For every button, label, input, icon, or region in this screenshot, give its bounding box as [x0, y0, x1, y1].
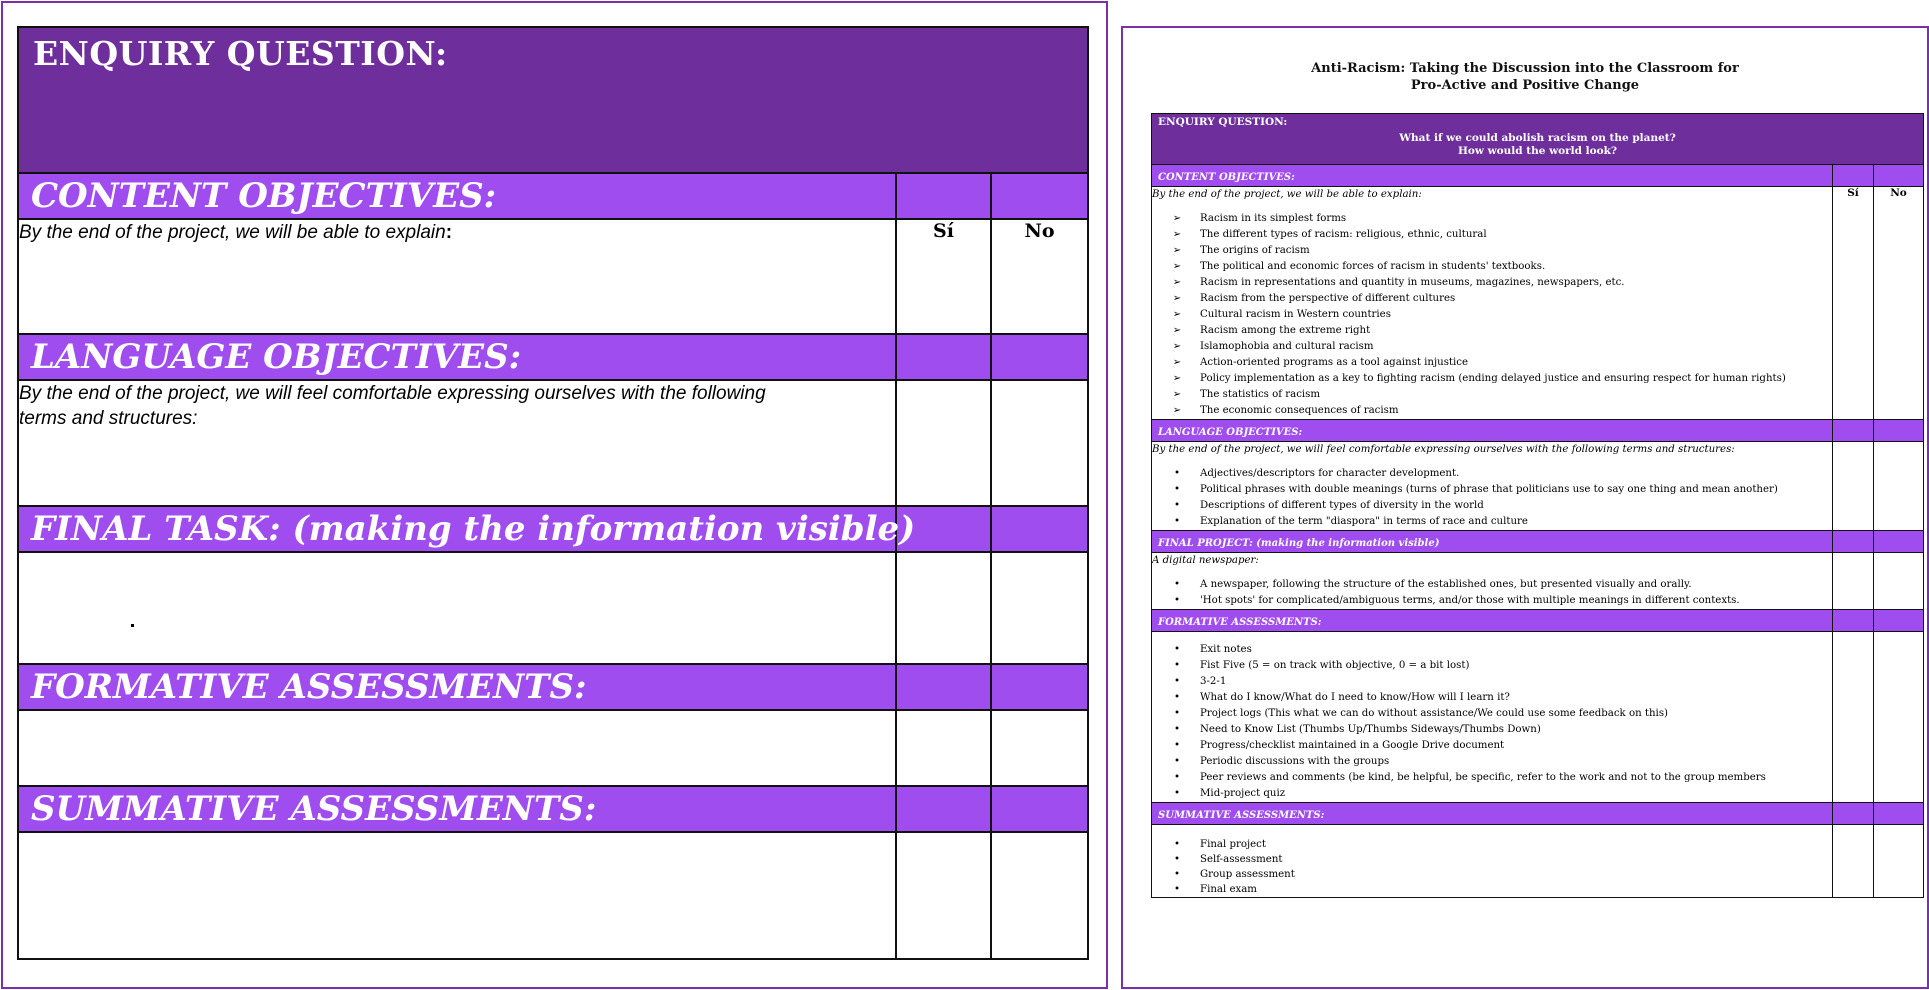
- list-item: [1173, 837, 1832, 852]
- list-item: [1172, 291, 1832, 307]
- bullet-marker: ➢: [1172, 325, 1182, 336]
- list-item-text: Final exam: [1200, 884, 1257, 895]
- formative-assessments-text-cell: [1152, 632, 1833, 803]
- final-task-header-row: [18, 506, 1088, 552]
- bullet-marker: •: [1173, 676, 1180, 687]
- section-heading-no-cell: [1874, 803, 1924, 825]
- list-item: [1173, 593, 1832, 609]
- list-item-text: The different types of racism: religious, ethnic, cultural: [1200, 229, 1487, 240]
- list-item: [1173, 738, 1832, 754]
- no-cell: [1874, 825, 1924, 898]
- yes-cell: [896, 552, 991, 664]
- yes-column-label: Sí: [896, 219, 991, 334]
- section-heading-no-cell: [1874, 165, 1924, 187]
- no-cell: [991, 380, 1088, 506]
- list-item: [1173, 770, 1832, 786]
- content-objectives-header-row: [18, 173, 1088, 219]
- list-item-text: What do I know/What do I need to know/How will I learn it?: [1200, 692, 1510, 703]
- content-objectives-body-row: [18, 219, 1088, 334]
- language-objectives-header-row: [18, 334, 1088, 380]
- list-item-text: 'Hot spots' for complicated/ambiguous terms, and/or those with multiple meanings in different contexts.: [1200, 595, 1740, 606]
- content-objectives-intro: By the end of the project, we will be able to explain:: [1152, 189, 1422, 200]
- bullet-marker: •: [1173, 692, 1180, 703]
- list-item-text: Self-assessment: [1200, 854, 1283, 865]
- language-objectives-header-row: [1152, 420, 1924, 442]
- section-heading-cell: [1152, 165, 1833, 187]
- final-project-text-cell: [1152, 553, 1833, 610]
- bullet-marker: •: [1173, 468, 1180, 479]
- bullet-marker: •: [1173, 644, 1180, 655]
- language-objectives-body-row: [1152, 442, 1924, 531]
- list-item: [1172, 307, 1832, 323]
- summative-assessments-heading: SUMMATIVE ASSESSMENTS:: [31, 789, 597, 829]
- section-heading-cell: [18, 664, 896, 710]
- bullet-marker: •: [1173, 740, 1180, 751]
- list-item-text: The economic consequences of racism: [1200, 405, 1399, 416]
- list-item: [1173, 786, 1832, 802]
- section-heading-no-cell: [991, 173, 1088, 219]
- list-item: [1173, 690, 1832, 706]
- list-item-text: Adjectives/descriptors for character development.: [1200, 468, 1460, 479]
- content-objectives-heading: CONTENT OBJECTIVES:: [31, 176, 497, 216]
- enquiry-header: [18, 27, 1088, 173]
- section-heading-no-cell: [991, 664, 1088, 710]
- list-item: [1172, 323, 1832, 339]
- section-heading-yes-cell: [1833, 803, 1874, 825]
- bullet-marker: •: [1173, 500, 1180, 511]
- summative-assessments-header-row: [1152, 803, 1924, 825]
- bullet-marker: •: [1173, 772, 1180, 783]
- list-item-text: Need to Know List (Thumbs Up/Thumbs Sideways/Thumbs Down): [1200, 724, 1541, 735]
- list-item: [1173, 754, 1832, 770]
- list-item: [1173, 577, 1832, 593]
- yes-cell: [1833, 825, 1874, 898]
- summative-assessments-heading: SUMMATIVE ASSESSMENTS:: [1158, 810, 1325, 821]
- yes-cell: [896, 710, 991, 786]
- bullet-marker: •: [1173, 595, 1180, 606]
- document-title: [1121, 60, 1929, 94]
- list-item: [1172, 355, 1832, 371]
- section-heading-yes-cell: [896, 334, 991, 380]
- bullet-marker: ➢: [1172, 213, 1182, 224]
- section-heading-cell: [1152, 610, 1833, 632]
- list-item: [1172, 403, 1832, 419]
- final-task-text-cell: [18, 552, 896, 664]
- enquiry-question: [1152, 128, 1923, 164]
- section-heading-cell: [18, 506, 916, 552]
- enquiry-header-row: [18, 27, 1088, 173]
- language-objectives-intro: By the end of the project, we will feel comfortable expressing ourselves with the following terms and structures:: [18, 380, 896, 506]
- bullet-marker: •: [1173, 854, 1180, 865]
- section-heading-cell: [1152, 803, 1833, 825]
- enquiry-question-line-1: What if we could abolish racism on the planet?: [1399, 132, 1676, 144]
- bullet-marker: ➢: [1172, 261, 1182, 272]
- no-cell: [991, 710, 1088, 786]
- final-project-body-row: [1152, 553, 1924, 610]
- bullet-marker: ➢: [1172, 389, 1182, 400]
- bullet-marker: ➢: [1172, 341, 1182, 352]
- list-item-text: The political and economic forces of racism in students' textbooks.: [1200, 261, 1546, 272]
- formative-assessments-body-row: [18, 710, 1088, 786]
- language-objectives-intro: By the end of the project, we will feel comfortable expressing ourselves with the following terms and structures:: [1152, 444, 1735, 455]
- list-item-text: 3-2-1: [1200, 676, 1227, 687]
- formative-assessments-heading: FORMATIVE ASSESSMENTS:: [31, 667, 587, 707]
- list-item-text: Action-oriented programs as a tool against injustice: [1200, 357, 1469, 368]
- list-item-text: Mid-project quiz: [1200, 788, 1286, 799]
- enquiry-header-row: [1152, 114, 1924, 165]
- list-item-text: Cultural racism in Western countries: [1200, 309, 1391, 320]
- list-item: [1172, 243, 1832, 259]
- summative-assessments-text-cell: [1152, 825, 1833, 898]
- yes-column-label: Sí: [1833, 187, 1874, 420]
- bullet-marker: ➢: [1172, 277, 1182, 288]
- formative-assessments-body-row: [1152, 632, 1924, 803]
- section-heading-cell: [18, 173, 896, 219]
- language-objectives-heading: LANGUAGE OBJECTIVES:: [31, 337, 522, 377]
- document-title-line-2: Pro-Active and Positive Change: [1410, 78, 1640, 93]
- list-item-text: Racism in representations and quantity in museums, magazines, newspapers, etc.: [1200, 277, 1625, 288]
- yes-cell: [1833, 553, 1874, 610]
- list-item: [1172, 211, 1832, 227]
- no-cell: [991, 552, 1088, 664]
- final-task-heading: FINAL TASK: (making the information visible): [31, 509, 916, 549]
- bullet-marker: •: [1173, 484, 1180, 495]
- formative-assessments-heading: FORMATIVE ASSESSMENTS:: [1158, 617, 1322, 628]
- list-item-text: Racism among the extreme right: [1200, 325, 1371, 336]
- yes-cell: [1833, 442, 1874, 531]
- list-item: [1172, 371, 1832, 387]
- list-item: [1173, 482, 1832, 498]
- no-cell: [991, 832, 1088, 959]
- content-objectives-text-cell: [1152, 187, 1833, 420]
- content-objectives-intro-colon: :: [445, 222, 453, 243]
- bullet-marker: ➢: [1172, 245, 1182, 256]
- list-item: [1173, 706, 1832, 722]
- stray-dot: [131, 624, 134, 627]
- list-item-text: Policy implementation as a key to fighting racism (ending delayed justice and ensuring respect for human rights): [1200, 373, 1786, 384]
- yes-cell: [1833, 632, 1874, 803]
- bullet-marker: •: [1173, 579, 1180, 590]
- list-item-text: Racism from the perspective of different cultures: [1200, 293, 1456, 304]
- bullet-marker: •: [1173, 756, 1180, 767]
- bullet-marker: ➢: [1172, 229, 1182, 240]
- list-item-text: Islamophobia and cultural racism: [1200, 341, 1374, 352]
- list-item-text: Political phrases with double meanings (turns of phrase that politicians use to say one thing and mean another): [1200, 484, 1778, 495]
- no-cell: [1874, 553, 1924, 610]
- final-project-list: [1152, 577, 1832, 609]
- no-column-label: No: [1874, 187, 1924, 420]
- filled-document-table: [1151, 113, 1924, 898]
- list-item: [1173, 658, 1832, 674]
- section-heading-no-cell: [991, 334, 1088, 380]
- list-item: [1173, 642, 1832, 658]
- list-item-text: Project logs (This what we can do without assistance/We could use some feedback on this): [1200, 708, 1669, 719]
- list-item: [1173, 514, 1832, 530]
- bullet-marker: ➢: [1172, 293, 1182, 304]
- section-heading-no-cell: [991, 506, 1088, 552]
- content-objectives-header-row: [1152, 165, 1924, 187]
- language-objectives-list: [1152, 466, 1832, 530]
- section-heading-yes-cell: [1833, 420, 1874, 442]
- section-heading-yes-cell: [1833, 165, 1874, 187]
- document-title-line-1: Anti-Racism: Taking the Discussion into the Classroom for: [1311, 61, 1739, 76]
- no-column-label: No: [991, 219, 1088, 334]
- section-heading-cell: [1152, 420, 1833, 442]
- content-objectives-body-row: [1152, 187, 1924, 420]
- section-heading-yes-cell: [896, 786, 991, 832]
- blank-template-table: [17, 26, 1089, 960]
- formative-assessments-header-row: [1152, 610, 1924, 632]
- bullet-marker: ➢: [1172, 373, 1182, 384]
- section-heading-yes-cell: [896, 664, 991, 710]
- list-item-text: Peer reviews and comments (be kind, be helpful, be specific, refer to the work and not to the group members: [1200, 772, 1766, 783]
- section-heading-no-cell: [1874, 420, 1924, 442]
- formative-assessments-header-row: [18, 664, 1088, 710]
- section-heading-cell: [18, 334, 896, 380]
- list-item: [1173, 882, 1832, 897]
- section-heading-yes-cell: [896, 173, 991, 219]
- list-item-text: Racism in its simplest forms: [1200, 213, 1347, 224]
- list-item-text: The origins of racism: [1200, 245, 1310, 256]
- section-heading-yes-cell: [1833, 610, 1874, 632]
- list-item: [1173, 466, 1832, 482]
- list-item: [1173, 498, 1832, 514]
- section-heading-no-cell: [1874, 610, 1924, 632]
- content-objectives-list: [1152, 211, 1832, 419]
- bullet-marker: •: [1173, 516, 1180, 527]
- bullet-marker: ➢: [1172, 309, 1182, 320]
- list-item-text: Fist Five (5 = on track with objective, 0 = a bit lost): [1200, 660, 1470, 671]
- yes-cell: [896, 832, 991, 959]
- list-item-text: Group assessment: [1200, 869, 1295, 880]
- bullet-marker: •: [1173, 724, 1180, 735]
- no-cell: [1874, 632, 1924, 803]
- formative-assessments-text-cell: [18, 710, 896, 786]
- language-objectives-heading: LANGUAGE OBJECTIVES:: [1158, 427, 1303, 438]
- list-item: [1172, 387, 1832, 403]
- bullet-marker: •: [1173, 884, 1180, 895]
- section-heading-no-cell: [991, 786, 1088, 832]
- summative-assessments-list: [1152, 837, 1832, 897]
- no-cell: [1874, 442, 1924, 531]
- list-item: [1173, 852, 1832, 867]
- enquiry-title: ENQUIRY QUESTION:: [1158, 116, 1288, 128]
- enquiry-question-line-2: How would the world look?: [1457, 145, 1618, 157]
- summative-assessments-header-row: [18, 786, 1088, 832]
- section-heading-no-cell: [1874, 531, 1924, 553]
- final-task-body-row: [18, 552, 1088, 664]
- section-heading-cell: [18, 786, 896, 832]
- enquiry-header: [1152, 114, 1924, 165]
- list-item: [1172, 259, 1832, 275]
- bullet-marker: •: [1173, 708, 1180, 719]
- bullet-marker: •: [1173, 660, 1180, 671]
- section-heading-yes-cell: [1833, 531, 1874, 553]
- list-item: [1172, 227, 1832, 243]
- list-item-text: The statistics of racism: [1200, 389, 1321, 400]
- bullet-marker: •: [1173, 788, 1180, 799]
- language-objectives-body-row: [18, 380, 1088, 506]
- summative-assessments-body-row: [18, 832, 1088, 959]
- content-objectives-text-cell: [18, 219, 896, 334]
- yes-cell: [896, 380, 991, 506]
- list-item-text: Periodic discussions with the groups: [1200, 756, 1390, 767]
- bullet-marker: •: [1173, 839, 1180, 850]
- final-project-header-row: [1152, 531, 1924, 553]
- list-item-text: A newspaper, following the structure of the established ones, but presented visually and orally.: [1200, 579, 1692, 590]
- list-item: [1173, 674, 1832, 690]
- content-objectives-heading: CONTENT OBJECTIVES:: [1158, 172, 1295, 183]
- list-item-text: Exit notes: [1200, 644, 1252, 655]
- bullet-marker: ➢: [1172, 405, 1182, 416]
- list-item: [1173, 867, 1832, 882]
- summative-assessments-text-cell: [18, 832, 896, 959]
- enquiry-title: ENQUIRY QUESTION:: [33, 34, 448, 73]
- section-heading-cell: [1152, 531, 1833, 553]
- list-item-text: Progress/checklist maintained in a Google Drive document: [1200, 740, 1505, 751]
- list-item-text: Final project: [1200, 839, 1266, 850]
- bullet-marker: ➢: [1172, 357, 1182, 368]
- bullet-marker: •: [1173, 869, 1180, 880]
- final-project-heading: FINAL PROJECT: (making the information visible): [1158, 538, 1440, 549]
- content-objectives-intro: By the end of the project, we will be able to explain: [19, 222, 446, 243]
- list-item-text: Explanation of the term "diaspora" in terms of race and culture: [1200, 516, 1528, 527]
- list-item: [1173, 722, 1832, 738]
- list-item: [1172, 339, 1832, 355]
- summative-assessments-body-row: [1152, 825, 1924, 898]
- list-item: [1172, 275, 1832, 291]
- list-item-text: Descriptions of different types of diversity in the world: [1200, 500, 1484, 511]
- formative-assessments-list: [1152, 642, 1832, 802]
- language-objectives-text-cell: [1152, 442, 1833, 531]
- final-project-intro: A digital newspaper:: [1152, 555, 1259, 566]
